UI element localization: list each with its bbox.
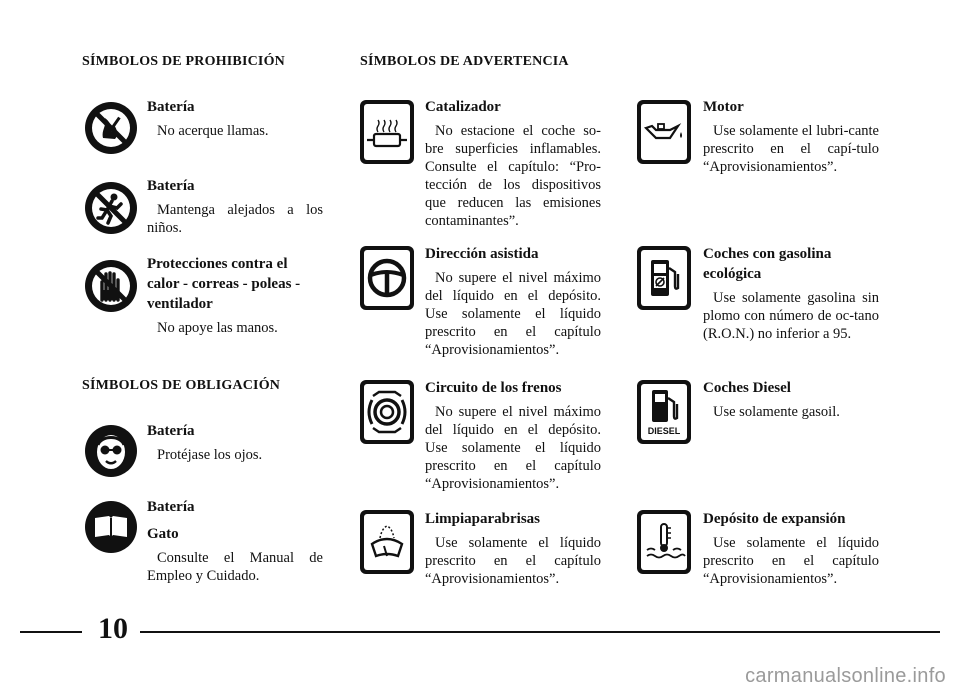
entry-text: Mantenga alejados a los niños. [147,202,323,236]
windscreen-washer-icon [360,510,414,574]
no-hands-icon [85,260,137,312]
entry-title: Dirección asistida [425,246,539,262]
entry-title: Batería [147,178,195,194]
heading-warning: SÍMBOLOS DE ADVERTENCIA [360,54,569,69]
coolant-expansion-tank-icon [637,510,691,574]
entry-text: Use solamente el lubri-cante prescrito en el capí-tulo “Aprovisionamientos”. [703,123,879,175]
entry-text: No supere el nivel máximo del líquido en el depósito. Use solamente el líquido prescrito en el capítulo “Aprovisionamientos”. [425,270,601,358]
entry-title: Protecciones contra el calor - correas - poleas - ventilador [147,256,301,312]
warning-entry-limpiaparabrisas [425,509,601,588]
heading-prohibition: SÍMBOLOS DE PROHIBICIÓN [82,54,285,69]
entry-title: Batería [147,99,195,115]
entry-text: No supere el nivel máximo del líquido en el depósito. Use solamente el líquido prescrito en el capítulo “Aprovisionamientos”. [425,404,601,492]
prohibition-entry-1 [147,97,323,140]
brake-circuit-icon [360,380,414,444]
entry-text: Use solamente gasolina sin plomo con número de oc-tano (R.O.N.) no inferior a 95. [703,290,879,342]
warning-entry-motor [703,97,879,176]
engine-oil-icon [637,100,691,164]
heading-obligation: SÍMBOLOS DE OBLIGACIÓN [82,378,281,393]
entry-text: Use solamente el líquido prescrito en el capítulo “Aprovisionamientos”. [425,535,601,587]
entry-text: No acerque llamas. [157,123,269,139]
entry-text: Consulte el Manual de Empleo y Cuidado. [147,550,323,584]
obligation-entry-2 [147,497,323,585]
footer-rule-right [140,631,940,633]
entry-title: Catalizador [425,99,501,115]
entry-title: Batería [147,499,195,515]
entry-title: Limpiaparabrisas [425,511,541,527]
prohibition-entry-3 [147,254,323,337]
protect-eyes-icon [85,425,137,477]
entry-title: Coches con gasolina ecológica [703,246,832,282]
unleaded-fuel-icon [637,246,691,310]
warning-entry-deposito [703,509,879,588]
prohibition-entry-2 [147,176,323,237]
keep-children-away-icon [85,182,137,234]
entry-text: No estacione el coche so-bre superficies inflamables. Consulte el capítulo: “Pro-tección de los dispositivos que reducen las emisiones contaminantes”. [425,123,601,229]
entry-title-2: Gato [147,526,179,542]
entry-title: Depósito de expansión [703,511,846,527]
no-flames-icon [85,102,137,154]
diesel-label: DIESEL [647,426,681,436]
entry-text: Use solamente el líquido prescrito en el capítulo “Aprovisionamientos”. [703,535,879,587]
steering-wheel-icon [360,246,414,310]
warning-entry-frenos [425,378,601,493]
entry-title: Coches Diesel [703,380,791,396]
catalytic-converter-icon [360,100,414,164]
entry-title: Batería [147,423,195,439]
diesel-fuel-icon [637,380,691,444]
entry-title: Motor [703,99,744,115]
watermark: carmanualsonline.info [745,665,946,687]
entry-text: No apoye las manos. [157,320,278,336]
warning-entry-direccion [425,244,601,359]
entry-title: Circuito de los frenos [425,380,562,396]
manual-book-icon [85,501,137,553]
footer-rule-left [20,631,82,633]
obligation-entry-1 [147,421,323,464]
entry-text: Use solamente gasoil. [713,404,840,420]
warning-entry-diesel [703,378,879,421]
warning-entry-catalizador [425,97,601,230]
page-number: 10 [98,612,128,645]
entry-text: Protéjase los ojos. [157,447,263,463]
warning-entry-gasolina [703,244,879,343]
